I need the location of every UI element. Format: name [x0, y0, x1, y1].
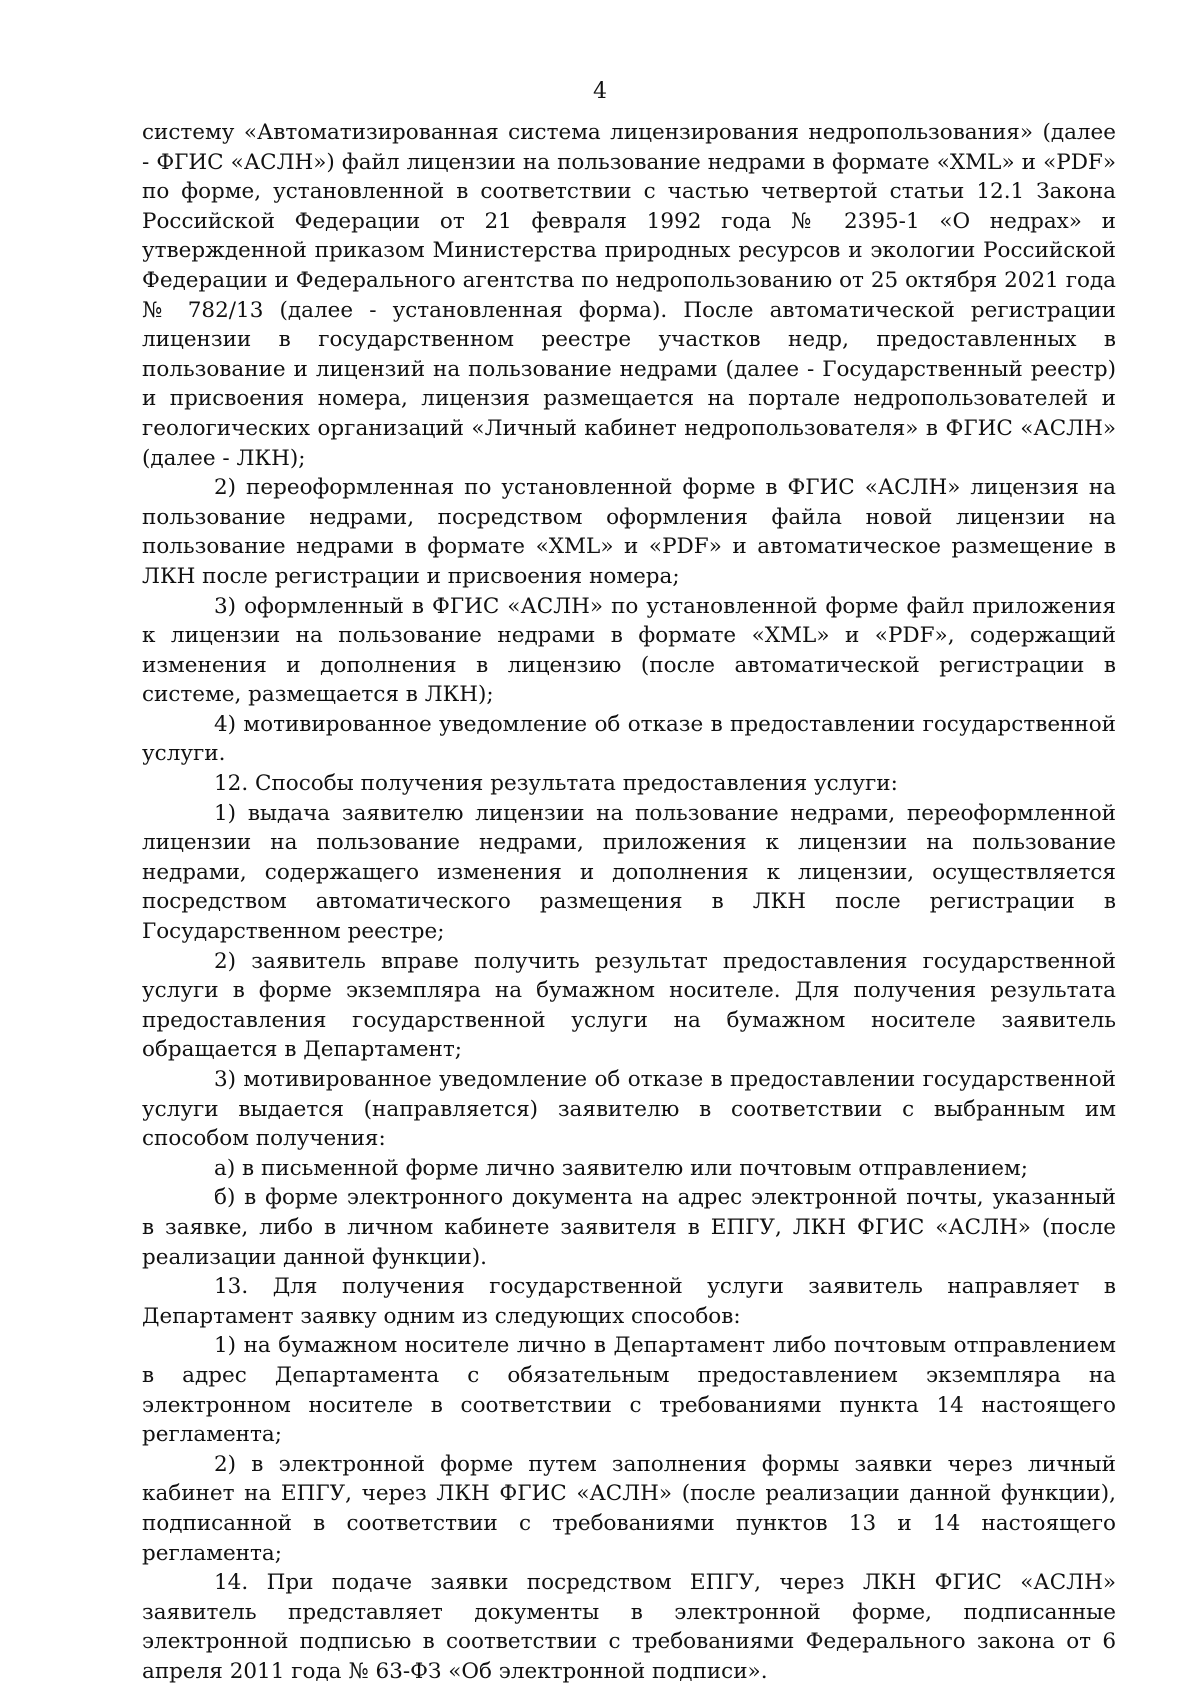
paragraph-item-2-reissued-license: 2) переоформленная по установленной форме в ФГИС «АСЛН» лицензия на пользование недрами, посредством оформления файла новой лицензии на пользование недрами в формате «XML» и «PDF» и автоматическое размещение в ЛКН после регистрации и присвоения номера;: [142, 475, 1116, 589]
page-number: 4: [593, 79, 607, 104]
paragraph-item-3-license-appendix: 3) оформленный в ФГИС «АСЛН» по установленной форме файл приложения к лицензии на пользование недрами в формате «XML» и «PDF», содержащий изменения и дополнения в лицензию (после автоматической регистрации в системе, размещается в ЛКН);: [142, 593, 1116, 708]
paragraph-section-14: 14. При подаче заявки посредством ЕПГУ, через ЛКН ФГИС «АСЛН» заявитель представляет документы в электронной форме, подписанные электронной подписью в соответствии с требованиями Федерального закона от 6 апреля 2011 года № 63-ФЗ «Об электронной подписи».: [142, 1570, 1116, 1684]
paragraph-section-12-item-2: 2) заявитель вправе получить результат предоставления государственной услуги в форме экземпляра на бумажном носителе. Для получения результата предоставления государственной услуги на бумажном носителе заявитель обращается в Департамент;: [142, 948, 1116, 1063]
paragraph-section-12-item-3b: б) в форме электронного документа на адрес электронной почты, указанный в заявке, либо в личном кабинете заявителя в ЕПГУ, ЛКН ФГИС «АСЛН» (после реализации данной функции).: [142, 1185, 1116, 1270]
paragraph-section-12-item-1: 1) выдача заявителю лицензии на пользование недрами, переоформленной лицензии на пользование недрами, приложения к лицензии на пользование недрами, содержащего изменения и дополнения к лицензии, осуществляется посредством автоматического размещения в ЛКН после регистрации в Государственном реестре;: [142, 800, 1116, 945]
paragraph-section-12-heading: 12. Способы получения результата предоставления услуги:: [214, 771, 898, 797]
paragraph-section-12-item-3a: а) в письменной форме лично заявителю или почтовым отправлением;: [214, 1155, 1028, 1181]
paragraph-section-13-item-2: 2) в электронной форме путем заполнения формы заявки через личный кабинет на ЕПГУ, через ЛКН ФГИС «АСЛН» (после реализации данной функции), подписанной в соответствии с требованиями пунктов 13 и 14 настоящего регламента;: [142, 1451, 1116, 1566]
paragraph-section-13-heading: 13. Для получения государственной услуги заявитель направляет в Департамент заявку одним из следующих способов:: [142, 1274, 1116, 1329]
paragraph-section-12-item-3: 3) мотивированное уведомление об отказе в предоставлении государственной услуги выдается (направляется) заявителю в соответствии с выбранным им способом получения:: [142, 1067, 1116, 1152]
document-body: [142, 118, 1116, 1686]
paragraph-license-file-continuation: систему «Автоматизированная система лицензирования недропользования» (далее - ФГИС «АСЛН») файл лицензии на пользование недрами в формате «XML» и «PDF» по форме, установленной в соответствии с частью четвертой статьи 12.1 Закона Российской Федерации от 21 февраля 1992 года № 2395-1 «О недрах» и утвержденной приказом Министерства природных ресурсов и экологии Российской Федерации и Федерального агентства по недропользованию от 25 октября 2021 года № 782/13 (далее - установленная форма). После автоматической регистрации лицензии в государственном реестре участков недр, предоставленных в пользование и лицензий на пользование недрами (далее - Государственный реестр) и присвоения номера, лицензия размещается на портале недропользователей и геологических организаций «Личный кабинет недропользователя» в ФГИС «АСЛН» (далее - ЛКН);: [142, 120, 1116, 471]
paragraph-item-4-refusal-notice: 4) мотивированное уведомление об отказе в предоставлении государственной услуги.: [142, 711, 1116, 767]
paragraph-section-13-item-1: 1) на бумажном носителе лично в Департамент либо почтовым отправлением в адрес Департамента с обязательным предоставлением экземпляра на электронном носителе в соответствии с требованиями пункта 14 настоящего регламента;: [142, 1333, 1116, 1448]
